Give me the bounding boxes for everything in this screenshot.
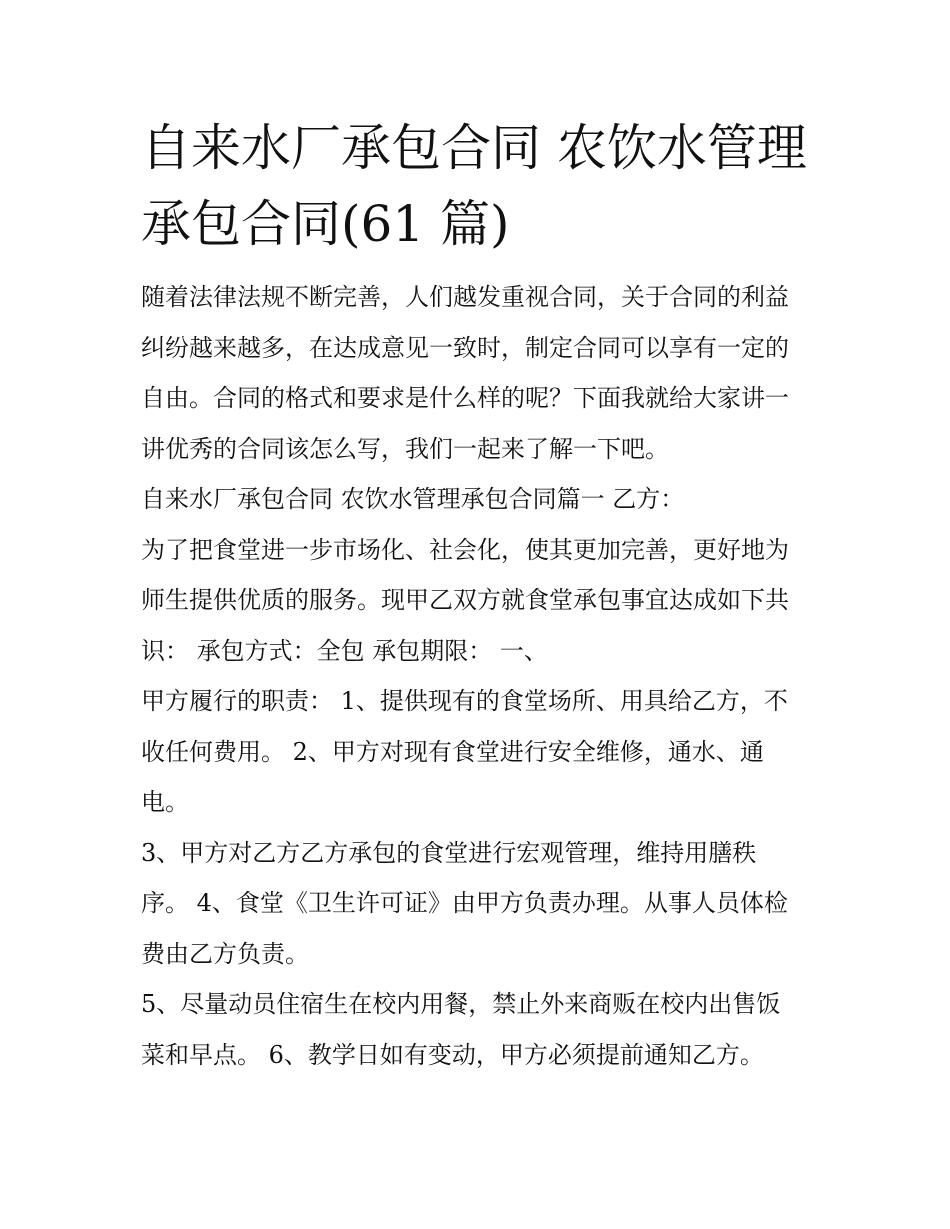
document-body (141, 272, 821, 1080)
body-line-3: 自由。合同的格式和要求是什么样的呢？下面我就给大家讲一 (141, 384, 789, 412)
body-line-5: 自来水厂承包合同 农饮水管理承包合同篇一 乙方： (141, 485, 685, 513)
body-line-11: 电。 (141, 788, 189, 816)
body-line-2: 纠纷越来越多，在达成意见一致时，制定合同可以享有一定的 (141, 333, 789, 362)
body-line-4: 讲优秀的合同该怎么写，我们一起来了解一下吧。 (141, 434, 669, 463)
body-line-1: 随着法律法规不断完善，人们越发重视合同，关于合同的利益 (141, 283, 789, 311)
document-title (141, 110, 821, 262)
title-line-1: 自来水厂承包合同 农饮水管理 (141, 119, 807, 177)
body-line-6: 为了把食堂进一步市场化、社会化，使其更加完善，更好地为 (141, 535, 789, 564)
title-line-2: 承包合同(61 篇) (141, 195, 510, 253)
body-line-12: 3、甲方对乙方乙方承包的食堂进行宏观管理，维持用膳秩 (141, 838, 757, 867)
body-line-14: 费由乙方负责。 (141, 939, 309, 968)
body-line-7: 师生提供优质的服务。现甲乙双方就食堂承包事宜达成如下共 (141, 586, 789, 614)
body-line-8: 识： 承包方式：全包 承包期限： 一、 (141, 636, 548, 665)
document-content (141, 110, 821, 1080)
body-line-15: 5、尽量动员住宿生在校内用餐，禁止外来商贩在校内出售饭 (141, 990, 781, 1018)
body-line-9: 甲方履行的职责： 1、提供现有的食堂场所、用具给乙方，不 (141, 687, 788, 715)
body-line-13: 序。 4、食堂《卫生许可证》由甲方负责办理。从事人员体检 (141, 889, 788, 917)
body-line-10: 收任何费用。 2、甲方对现有食堂进行安全维修，通水、通 (141, 737, 764, 766)
body-line-16: 菜和早点。 6、教学日如有变动，甲方必须提前通知乙方。 (141, 1040, 764, 1069)
